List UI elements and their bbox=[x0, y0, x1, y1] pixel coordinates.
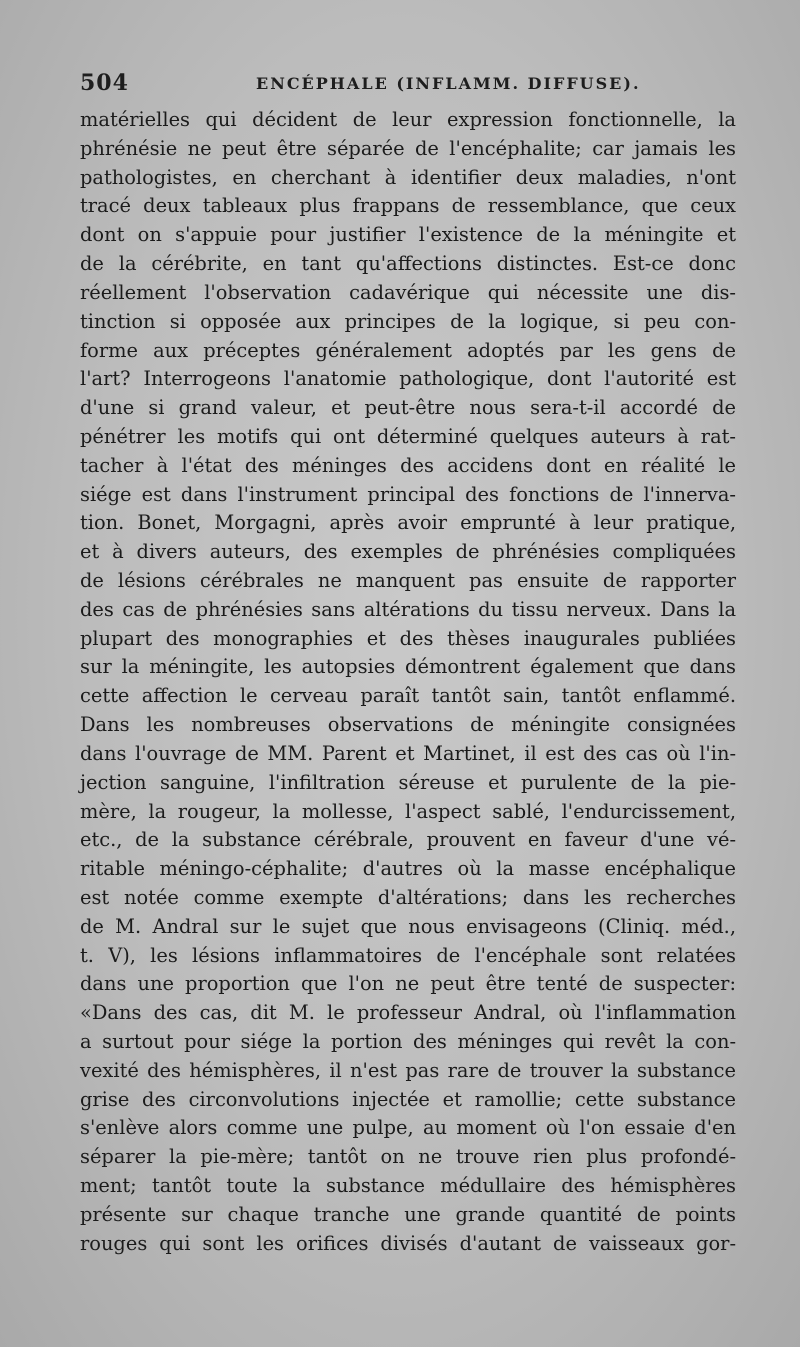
text-line: matérielles qui décident de leur expression fonctionnelle, la bbox=[80, 108, 736, 131]
text-line: mère, la rougeur, la mollesse, l'aspect sablé, l'endurcissement, bbox=[80, 799, 736, 823]
text-line: et à divers auteurs, des exemples de phrénésies compliquées bbox=[80, 540, 736, 564]
page-number: 504 bbox=[80, 70, 129, 96]
page-header bbox=[80, 70, 740, 100]
text-line: dont on s'appuie pour justifier l'existence de la méningite et bbox=[80, 223, 736, 247]
text-line: etc., de la substance cérébrale, prouvent en faveur d'une vé- bbox=[80, 828, 736, 852]
text-line: forme aux préceptes généralement adoptés par les gens de bbox=[80, 338, 736, 362]
text-line: pénétrer les motifs qui ont déterminé quelques auteurs à rat- bbox=[80, 424, 736, 448]
text-line: sur la méningite, les autopsies démontrent également que dans bbox=[80, 655, 736, 679]
text-line: t. V), les lésions inflammatoires de l'encéphale sont relatées bbox=[80, 943, 736, 967]
text-line: pathologistes, en cherchant à identifier deux maladies, n'ont bbox=[80, 165, 736, 189]
text-line: dans l'ouvrage de MM. Parent et Martinet, il est des cas où l'in- bbox=[80, 741, 736, 765]
text-line: réellement l'observation cadavérique qui nécessite une dis- bbox=[80, 280, 736, 304]
text-line: jection sanguine, l'infiltration séreuse et purulente de la pie- bbox=[80, 770, 736, 794]
text-line: séparer la pie-mère; tantôt on ne trouve rien plus profondé- bbox=[80, 1145, 736, 1169]
text-line: cette affection le cerveau paraît tantôt sain, tantôt enflammé. bbox=[80, 684, 736, 708]
text-line: a surtout pour siége la portion des méninges qui revêt la con- bbox=[80, 1030, 736, 1053]
text-line: l'art? Interrogeons l'anatomie pathologique, dont l'autorité est bbox=[80, 367, 736, 391]
text-line: est notée comme exempte d'altérations; dans les recherches bbox=[80, 885, 736, 909]
text-line: «Dans des cas, dit M. le professeur Andral, où l'inflammation bbox=[80, 1001, 736, 1025]
text-line: de la cérébrite, en tant qu'affections distinctes. Est-ce donc bbox=[80, 252, 736, 276]
text-line: ment; tantôt toute la substance médullaire des hémisphères bbox=[80, 1174, 736, 1198]
text-line: présente sur chaque tranche une grande quantité de points bbox=[80, 1202, 736, 1226]
text-line: tracé deux tableaux plus frappans de ressemblance, que ceux bbox=[80, 194, 736, 218]
running-title: ENCÉPHALE (INFLAMM. DIFFUSE). bbox=[256, 74, 641, 93]
text-line: rouges qui sont les orifices divisés d'autant de vaisseaux gor- bbox=[80, 1231, 736, 1255]
text-line: Dans les nombreuses observations de méningite consignées bbox=[80, 713, 736, 737]
text-line: phrénésie ne peut être séparée de l'encéphalite; car jamais les bbox=[80, 136, 736, 160]
text-line: s'enlève alors comme une pulpe, au moment où l'on essaie d'en bbox=[80, 1116, 736, 1140]
body-text bbox=[80, 106, 736, 1259]
text-line: plupart des monographies et des thèses inaugurales publiées bbox=[80, 626, 736, 650]
text-line: grise des circonvolutions injectée et ramollie; cette substance bbox=[80, 1087, 736, 1111]
text-line: de M. Andral sur le sujet que nous envisageons (Cliniq. méd., bbox=[80, 914, 736, 938]
text-line: d'une si grand valeur, et peut-être nous sera-t-il accordé de bbox=[80, 396, 736, 420]
text-line: des cas de phrénésies sans altérations du tissu nerveux. Dans la bbox=[80, 597, 736, 621]
text-line: vexité des hémisphères, il n'est pas rare de trouver la substance bbox=[80, 1058, 736, 1082]
text-line: de lésions cérébrales ne manquent pas ensuite de rapporter bbox=[80, 569, 736, 592]
text-line: dans une proportion que l'on ne peut être tenté de suspecter: bbox=[80, 972, 736, 996]
text-line: ritable méningo-céphalite; d'autres où la masse encéphalique bbox=[80, 857, 736, 881]
text-line: siége est dans l'instrument principal des fonctions de l'innerva- bbox=[80, 482, 736, 506]
text-line: tacher à l'état des méninges des accidens dont en réalité le bbox=[80, 453, 736, 477]
text-line: tion. Bonet, Morgagni, après avoir emprunté à leur pratique, bbox=[80, 511, 736, 535]
text-line: tinction si opposée aux principes de la logique, si peu con- bbox=[80, 309, 736, 333]
